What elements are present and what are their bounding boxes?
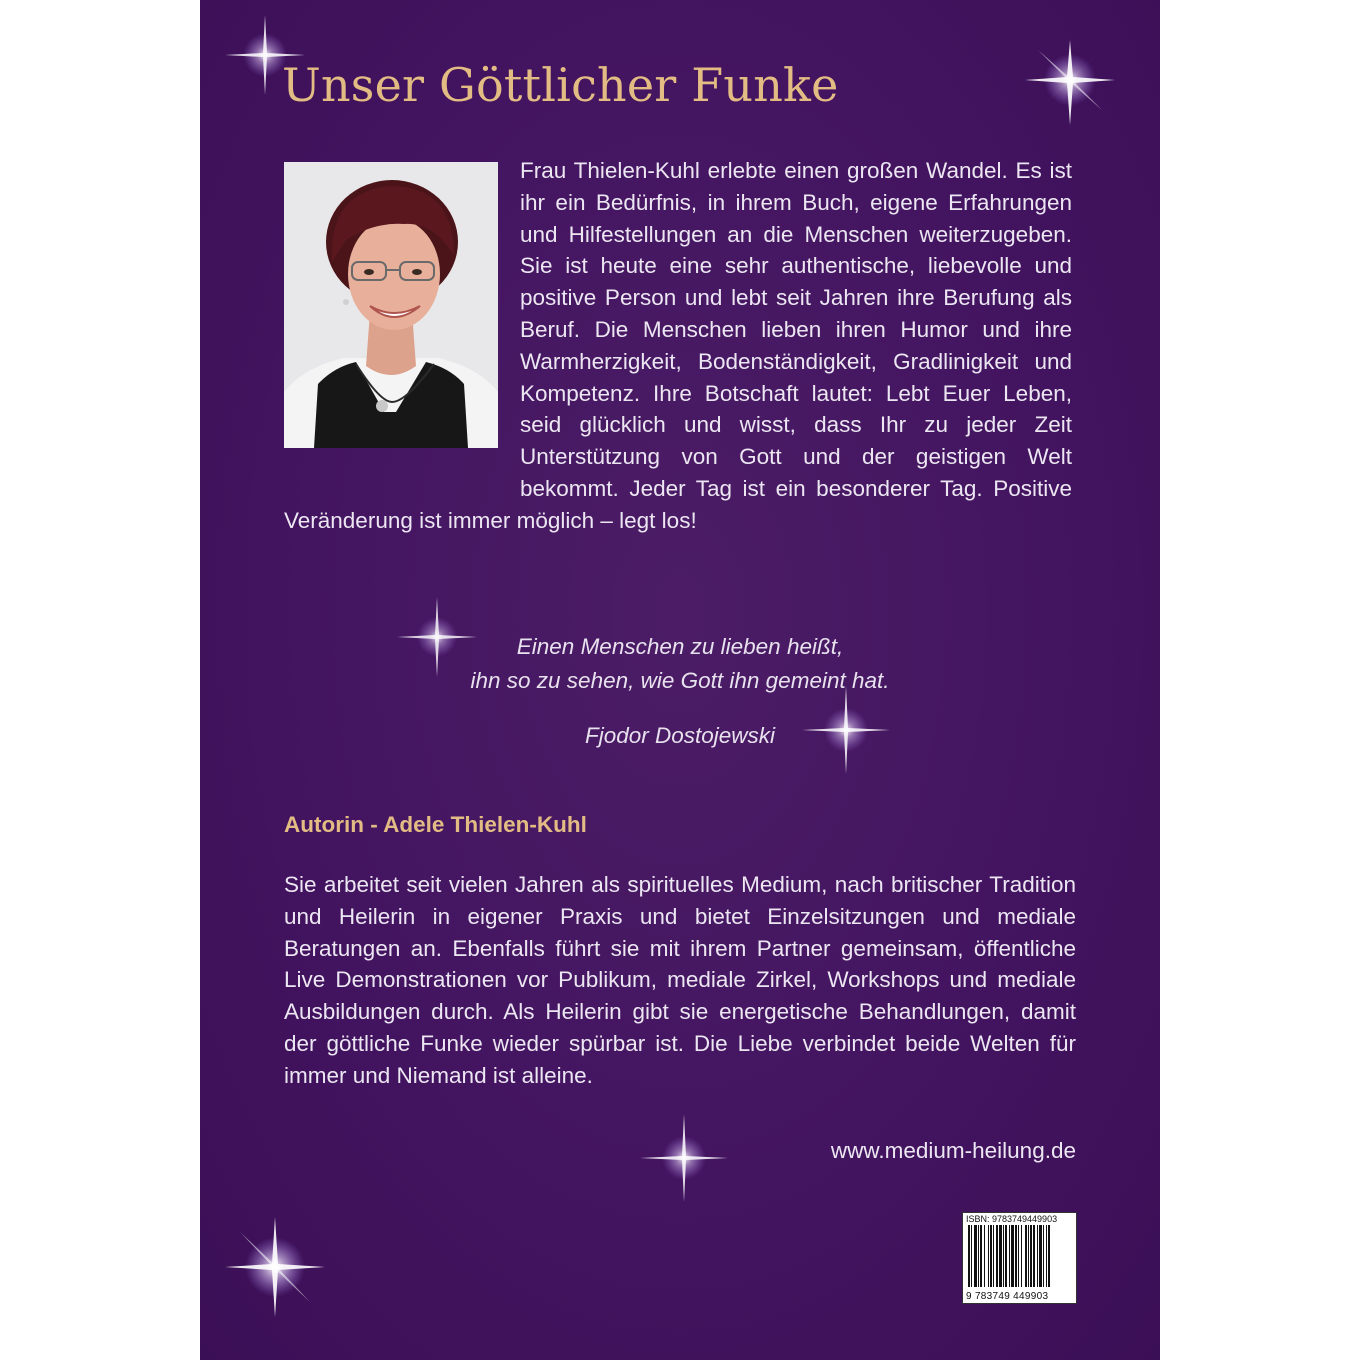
- author-bio-text: Frau Thielen-Kuhl erlebte einen großen Wandel. Es ist ihr ein Bedürfnis, in ihrem Buch, eigene Erfahrungen und Hilfestellungen an die Menschen weiterzugeben. Sie ist heute eine sehr authentische, liebevolle und positive Person und lebt seit Jahren ihre Berufung als Beruf. Die Menschen lieben ihren Humor und ihre Warmherzigkeit, Bodenständigkeit, Gradlinigkeit und Kompetenz. Ihre Botschaft lautet: Lebt Euer Leben, seid glücklich und wisst, dass Ihr zu jeder Zeit Unterstützung von Gott und der geistigen Welt bekommt. Jeder Tag ist ein besonderer Tag. Positive Veränderung ist immer möglich – legt los!: [284, 158, 1072, 533]
- sparkle-star-icon: [636, 1110, 732, 1206]
- barcode: [962, 1212, 1077, 1304]
- isbn-label: ISBN: 9783749449903: [966, 1214, 1058, 1224]
- sparkle-star-icon: [220, 1212, 330, 1322]
- quote: [200, 630, 1160, 698]
- author-bio: [284, 155, 1072, 537]
- barcode-digits: 9 783749 449903: [966, 1291, 1049, 1302]
- barcode-bars: [967, 1225, 1073, 1287]
- book-back-cover: [200, 0, 1160, 1360]
- website-link[interactable]: www.medium-heilung.de: [830, 1138, 1076, 1163]
- author-heading: Autorin - Adele Thielen-Kuhl: [284, 812, 587, 837]
- author-description: Sie arbeitet seit vielen Jahren als spirituelles Medium, nach britischer Tradition und Heilerin in eigener Praxis und bietet Einzelsitzungen und mediale Beratungen an. Ebenfalls führt sie mit ihrem Partner gemeinsam, öffentliche Live Demonstrationen vor Publikum, mediale Zirkel, Workshops und mediale Ausbildungen durch. Als Heilerin gibt sie energetische Behandlungen, damit der göttliche Funke wieder spürbar ist. Die Liebe verbindet beide Welten für immer und Niemand ist alleine.: [284, 872, 1076, 1088]
- sparkle-star-icon: [1020, 35, 1120, 135]
- quote-line-2: ihn so zu sehen, wie Gott ihn gemeint hat.: [470, 668, 890, 693]
- quote-line-1: Einen Menschen zu lieben heißt,: [516, 634, 844, 659]
- quote-author: Fjodor Dostojewski: [584, 723, 776, 748]
- book-title: Unser Göttlicher Funke: [282, 58, 839, 112]
- photo-spacer: [284, 155, 520, 473]
